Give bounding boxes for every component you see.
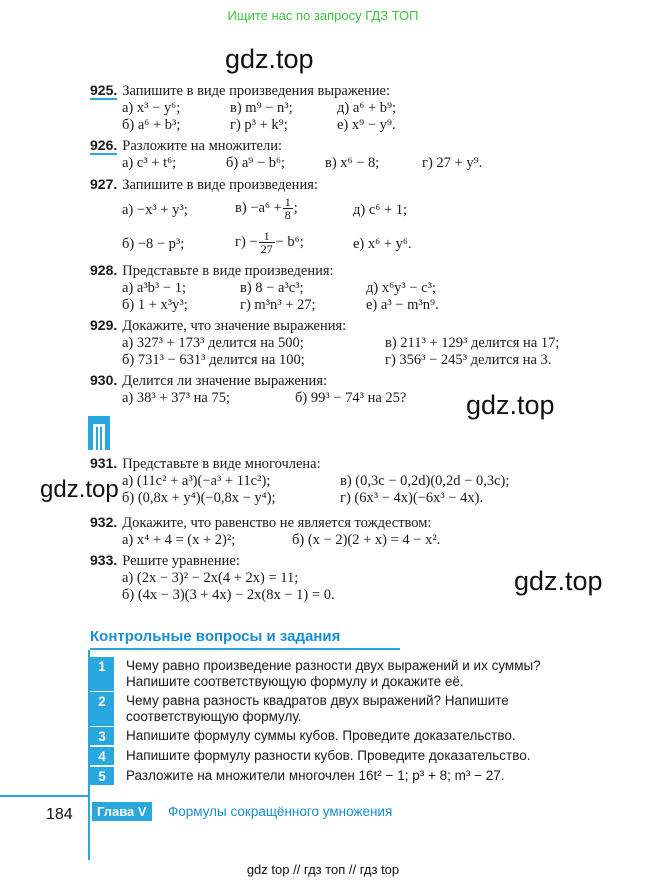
item: б) 731³ − 631³ делится на 100;	[122, 352, 305, 368]
item: б) 1 + x³y³;	[122, 297, 188, 313]
item: а) c³ + t⁶;	[122, 155, 177, 171]
problem-925	[90, 82, 626, 134]
fraction	[283, 196, 293, 221]
denominator: 8	[284, 208, 291, 222]
exercise-section-icon	[88, 416, 110, 450]
problem-number: 929.	[90, 317, 118, 333]
numerator: 1	[284, 195, 291, 209]
title-underline	[90, 648, 400, 650]
item-fraction	[235, 230, 304, 255]
problem-number: 928.	[90, 262, 118, 278]
item: б) a⁶ + b³;	[122, 117, 181, 133]
problem-title: Решите уравнение:	[122, 553, 240, 569]
chapter-title: Формулы сокращённого умножения	[168, 804, 393, 819]
item: е) x⁶ + y⁶.	[353, 236, 412, 252]
problem-number: 931.	[90, 455, 118, 471]
problem-927	[90, 176, 626, 262]
problem-title: Докажите, что значение выражения:	[122, 318, 347, 334]
item: г) (6x³ − 4x)(−6x³ − 4x).	[340, 490, 484, 506]
item-fraction	[235, 196, 298, 221]
question-text: Чему равна разность квадратов двух выражений? Напишите соответствующую формулу.	[126, 693, 509, 724]
chapter-label: Глава V	[92, 802, 152, 821]
question-text: Чему равно произведение разности двух выражений и их суммы? Напишите соответствующую формулу и докажите её.	[126, 658, 541, 689]
problem-title: Делится ли значение выражения:	[122, 373, 328, 389]
item: б) a⁹ − b⁶;	[226, 155, 286, 171]
item: е) x⁹ − y⁹.	[337, 117, 396, 133]
item: в) −a⁶ +	[235, 199, 282, 216]
item: а) x⁴ + 4 = (x + 2)²;	[122, 532, 236, 548]
control-question	[90, 727, 604, 745]
watermark: gdz.top	[514, 566, 603, 596]
question-number: 5	[90, 767, 114, 785]
problem-title: Представьте в виде многочлена:	[122, 456, 321, 472]
item: б) (0,8x + y⁴)(−0,8x − y⁴);	[122, 490, 276, 506]
control-questions-title: Контрольные вопросы и задания	[90, 628, 341, 645]
item: а) (2x − 3)² − 2x(4 + 2x) = 11;	[122, 570, 299, 586]
problem-931	[90, 455, 626, 507]
item: д) c⁶ + 1;	[353, 202, 408, 218]
item: а) (11c² + a³)(−a³ + 11c²);	[122, 473, 271, 489]
problem-title: Докажите, что равенство не является тождеством:	[122, 515, 432, 531]
control-question	[90, 747, 604, 765]
item: а) a³b³ − 1;	[122, 280, 186, 296]
page-number: 184	[46, 806, 73, 823]
promo-banner: Ищите нас по запросу ГДЗ ТОП	[227, 8, 419, 23]
problem-926	[90, 137, 626, 172]
problem-number: 930.	[90, 372, 118, 388]
item: г) m³n³ + 27;	[240, 297, 316, 313]
page-rule	[0, 795, 90, 797]
question-number: 1	[90, 657, 114, 691]
item-end: − b⁶;	[275, 233, 304, 250]
control-question	[90, 767, 604, 785]
item: а) −x³ + y³;	[122, 202, 188, 218]
item: б) −8 − p³;	[122, 236, 185, 252]
problem-title: Представьте в виде произведения:	[122, 263, 334, 279]
problem-number: 927.	[90, 176, 118, 192]
item: г) −	[235, 233, 258, 250]
item: д) x⁶y³ − c³;	[366, 280, 436, 296]
problem-title: Запишите в виде произведения:	[122, 177, 318, 193]
problem-title: Разложите на множители:	[122, 138, 282, 154]
problem-title: Запишите в виде произведения выражение:	[122, 83, 391, 99]
item: в) (0,3c − 0,2d)(0,2d − 0,3c);	[340, 473, 510, 489]
item: г) p³ + k⁹;	[230, 117, 288, 133]
control-question	[90, 657, 604, 691]
item: в) 211³ + 129³ делится на 17;	[385, 335, 560, 351]
item: в) x⁶ − 8;	[325, 155, 380, 171]
control-question	[90, 692, 604, 726]
item: г) 356³ − 245³ делится на 3.	[385, 352, 552, 368]
question-text: Напишите формулу суммы кубов. Проведите доказательство.	[126, 728, 516, 743]
item: б) (4x − 3)(3 + 4x) − 2x(8x − 1) = 0.	[122, 587, 335, 603]
item-end: ;	[293, 199, 298, 216]
item: б) (x − 2)(2 + x) = 4 − x².	[292, 532, 441, 548]
item: в) m⁹ − n³;	[230, 100, 293, 116]
denominator: 27	[260, 242, 273, 256]
question-number: 4	[90, 747, 114, 765]
item: в) 8 − a³c³;	[240, 280, 304, 296]
item: а) 38³ + 37³ на 75;	[122, 390, 230, 406]
problem-number: 926.	[90, 137, 118, 153]
question-number: 3	[90, 727, 114, 745]
problem-928	[90, 262, 626, 314]
footer-text: gdz top // гдз топ // гдз top	[246, 862, 400, 877]
problem-932	[90, 514, 626, 549]
item: а) x³ − y⁶;	[122, 100, 181, 116]
item: а) 327³ + 173³ делится на 500;	[122, 335, 304, 351]
problem-number: 933.	[90, 552, 118, 568]
fraction	[259, 230, 275, 255]
problem-929	[90, 317, 626, 369]
item: е) a³ − m³n⁹.	[366, 297, 439, 313]
question-text: Напишите формулу разности кубов. Проведите доказательство.	[126, 748, 531, 763]
watermark: gdz.top	[225, 44, 314, 74]
question-number: 2	[90, 692, 114, 726]
watermark: gdz.top	[466, 390, 555, 420]
problem-number: 925.	[90, 82, 118, 98]
question-text: Разложите на множители многочлен 16t² − 1; p³ + 8; m³ − 27.	[126, 768, 505, 783]
item: б) 99³ − 74³ на 25?	[295, 390, 407, 406]
numerator: 1	[259, 230, 275, 243]
watermark: gdz.top	[40, 476, 119, 503]
problem-number: 932.	[90, 514, 118, 530]
item: д) a⁶ + b⁹;	[337, 100, 397, 116]
item: г) 27 + y⁹.	[422, 155, 483, 171]
